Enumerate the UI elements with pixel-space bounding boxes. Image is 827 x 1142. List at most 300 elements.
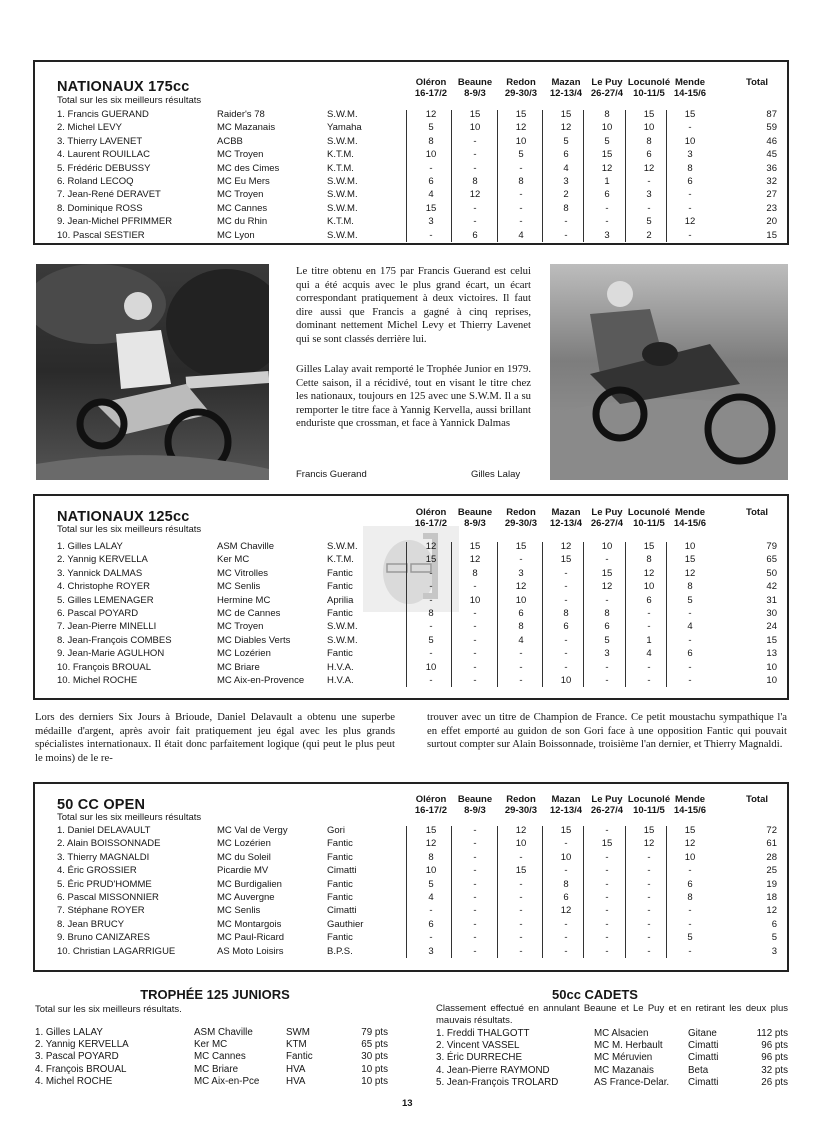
club-name: MC Burdigalien — [217, 878, 282, 890]
table-row — [35, 594, 787, 607]
brand-name: Fantic — [327, 892, 353, 903]
round-points: - — [473, 878, 477, 890]
round-points: - — [605, 675, 609, 686]
rider-name: 10. Christian LAGARRIGUE — [57, 945, 176, 957]
round-name: Beaune — [457, 77, 493, 88]
round-points: 10 — [684, 135, 696, 147]
brand-name: Yamaha — [327, 122, 362, 134]
table-row — [35, 931, 787, 944]
round-points: 12 — [684, 567, 696, 579]
column-header — [452, 794, 498, 816]
round-points: - — [605, 554, 609, 566]
club-name: MC Lozérien — [217, 648, 271, 660]
table-row — [35, 188, 787, 201]
rider-name: 6. Pascal MISSONNIER — [57, 892, 159, 903]
round-date: 8-9/3 — [464, 805, 486, 816]
brand-text: Cimatti — [688, 1040, 719, 1052]
round-points: - — [519, 554, 523, 566]
round-points: 5 — [687, 932, 693, 944]
round-points: 15 — [560, 825, 572, 836]
round-points: 4 — [687, 621, 693, 633]
total-points: 18 — [766, 892, 777, 903]
round-date: 12-13/4 — [549, 805, 583, 816]
photo-francis-guerand — [36, 264, 269, 480]
round-points: 8 — [563, 202, 569, 214]
round-name: Locunolé — [627, 794, 671, 805]
round-points: 12 — [515, 122, 527, 134]
round-points: - — [519, 162, 523, 174]
brand-text: HVA — [286, 1075, 306, 1087]
brand-text: SWM — [286, 1027, 310, 1038]
round-name: Beaune — [457, 794, 493, 805]
round-points: - — [473, 945, 477, 957]
club-name: MC Paul-Ricard — [217, 932, 285, 944]
page-number: 13 — [402, 1098, 413, 1109]
round-points: 8 — [687, 892, 693, 903]
round-points: - — [647, 661, 651, 673]
points: 96 pts — [761, 1052, 788, 1064]
column-header — [626, 794, 672, 816]
round-points: 5 — [687, 594, 693, 606]
brand-name: S.W.M. — [327, 621, 358, 633]
name-text: 2. Vincent VASSEL — [436, 1040, 520, 1052]
round-points: 4 — [563, 162, 569, 174]
column-header — [452, 77, 498, 99]
round-points: 10 — [560, 851, 572, 863]
round-points: - — [564, 216, 568, 228]
round-points: - — [473, 621, 477, 633]
table-row — [35, 918, 787, 931]
round-points: 6 — [428, 918, 434, 930]
round-points: 15 — [425, 554, 437, 566]
table-row — [35, 864, 787, 877]
total-points: 30 — [766, 608, 777, 619]
round-points: - — [647, 202, 651, 214]
round-name: Redon — [506, 77, 536, 88]
round-points: 1 — [604, 176, 610, 187]
table-row — [35, 121, 787, 134]
round-name: Redon — [506, 794, 536, 805]
round-date: 12-13/4 — [549, 518, 583, 529]
round-date: 16-17/2 — [414, 805, 448, 816]
round-points: 5 — [646, 216, 652, 228]
table-row — [35, 661, 787, 674]
round-points: 3 — [428, 216, 434, 228]
round-points: 10 — [515, 838, 527, 850]
round-points: - — [605, 905, 609, 917]
name-text: 1. Gilles LALAY — [35, 1027, 103, 1038]
round-points: - — [688, 634, 692, 646]
brand-name: Fantic — [327, 648, 353, 660]
rider-name: 8. Jean-François COMBES — [57, 634, 172, 646]
points: 26 pts — [761, 1076, 788, 1088]
round-points: 5 — [428, 122, 434, 134]
club-name: MC Senlis — [217, 905, 261, 917]
table-row — [35, 215, 787, 228]
rider-name: 5. Frédéric DEBUSSY — [57, 162, 151, 174]
column-header — [452, 507, 498, 529]
name-text: 3. Éric DURRECHE — [436, 1052, 523, 1064]
round-points: - — [688, 918, 692, 930]
total-points: 3 — [771, 945, 777, 957]
club-name: Raider's 78 — [217, 109, 265, 120]
round-points: - — [473, 162, 477, 174]
round-points: - — [429, 594, 433, 606]
round-points: 10 — [469, 594, 481, 606]
table-row — [35, 851, 787, 864]
points: 10 pts — [361, 1075, 388, 1087]
name-text: 1. Freddi THALGOTT — [436, 1028, 530, 1039]
table-row — [35, 553, 787, 566]
round-points: - — [688, 122, 692, 134]
round-points: 6 — [563, 621, 569, 633]
club-name: MC Mazanais — [217, 122, 276, 134]
caption-right: Gilles Lalay — [471, 469, 521, 480]
round-points: 4 — [428, 892, 434, 903]
rider-name: 9. Jean-Marie AGULHON — [57, 648, 165, 660]
club-name: MC Auvergne — [217, 892, 275, 903]
round-name: Mende — [674, 77, 706, 88]
round-date: 8-9/3 — [464, 88, 486, 99]
name-text: 4. Jean-Pierre RAYMOND — [436, 1064, 550, 1076]
round-date: 29-30/3 — [504, 518, 538, 529]
round-points: 12 — [643, 162, 655, 174]
caption-left: Francis Guerand — [296, 469, 367, 480]
round-points: - — [519, 648, 523, 660]
round-points: - — [564, 648, 568, 660]
table-row — [35, 135, 787, 148]
column-header — [667, 794, 713, 816]
round-points: 8 — [518, 176, 524, 187]
rider-name: 5. Gilles LEMENAGER — [57, 594, 154, 606]
rider-name: 9. Bruno CANIZARES — [57, 932, 150, 944]
table-row — [35, 837, 787, 850]
round-points: 15 — [643, 541, 655, 552]
rider-name: 6. Roland LECOQ — [57, 176, 134, 187]
round-points: 15 — [469, 541, 481, 552]
club-name: MC Montargois — [217, 918, 282, 930]
rider-name: 1. Gilles LALAY — [57, 541, 123, 552]
club-name: ACBB — [217, 135, 243, 147]
column-header — [408, 794, 454, 816]
rider-name: 4. Christophe ROYER — [57, 581, 150, 593]
round-points: - — [473, 838, 477, 850]
round-points: - — [519, 189, 523, 201]
brand-name: Fantic — [327, 608, 353, 619]
round-points: 6 — [518, 608, 524, 619]
brand-name: S.W.M. — [327, 109, 358, 120]
round-points: - — [688, 675, 692, 686]
round-points: - — [473, 932, 477, 944]
total-points: 10 — [766, 675, 777, 686]
round-points: 8 — [687, 162, 693, 174]
total-points: 19 — [766, 878, 777, 890]
round-points: 12 — [560, 122, 572, 134]
round-points: 10 — [515, 594, 527, 606]
round-points: 15 — [425, 202, 437, 214]
table-row — [35, 647, 787, 660]
round-points: - — [429, 648, 433, 660]
round-points: - — [564, 661, 568, 673]
total-points: 10 — [766, 661, 777, 673]
round-points: - — [647, 892, 651, 903]
round-points: - — [519, 216, 523, 228]
club-name: MC Vitrolles — [217, 567, 269, 579]
brand-text: KTM — [286, 1039, 307, 1051]
round-points: - — [473, 675, 477, 686]
round-points: - — [473, 892, 477, 903]
round-points: 6 — [646, 149, 652, 161]
brand-name: K.T.M. — [327, 216, 354, 228]
total-header: Total — [746, 507, 768, 518]
round-points: 5 — [604, 135, 610, 147]
table-row — [35, 674, 787, 687]
round-points: - — [647, 878, 651, 890]
round-name: Le Puy — [591, 794, 623, 805]
round-points: 4 — [428, 189, 434, 201]
round-points: 12 — [515, 581, 527, 593]
round-name: Oléron — [415, 794, 447, 805]
name-text: 4. Michel ROCHE — [35, 1075, 113, 1087]
round-name: Mazan — [551, 507, 581, 518]
column-header — [584, 77, 630, 99]
table-row — [35, 824, 787, 837]
club-text: MC M. Herbault — [594, 1040, 663, 1052]
round-points: 12 — [601, 581, 613, 593]
table-subtitle: Total sur les six meilleurs résultats — [57, 812, 202, 823]
round-points: 3 — [518, 567, 524, 579]
brand-name: Fantic — [327, 838, 353, 850]
round-points: - — [647, 945, 651, 957]
points: 96 pts — [761, 1040, 788, 1052]
round-points: - — [519, 675, 523, 686]
round-points: 15 — [560, 109, 572, 120]
rider-name: 4. Éric GROSSIER — [57, 865, 137, 877]
round-points: - — [647, 176, 651, 187]
round-points: - — [688, 202, 692, 214]
club-name: Ker MC — [217, 554, 250, 566]
round-points: - — [473, 608, 477, 619]
club-text: ASM Chaville — [194, 1027, 253, 1038]
round-points: 10 — [560, 675, 572, 686]
total-points: 50 — [766, 567, 777, 579]
round-points: - — [605, 878, 609, 890]
round-date: 14-15/6 — [673, 805, 707, 816]
club-name: MC Troyen — [217, 149, 264, 161]
round-points: - — [647, 608, 651, 619]
brand-name: S.W.M. — [327, 189, 358, 201]
round-points: - — [605, 825, 609, 836]
round-date: 14-15/6 — [673, 518, 707, 529]
total-header: Total — [746, 77, 768, 88]
round-points: - — [519, 932, 523, 944]
round-points: - — [429, 932, 433, 944]
round-points: - — [647, 918, 651, 930]
round-date: 10-11/5 — [633, 518, 665, 529]
brand-text: Cimatti — [688, 1076, 719, 1088]
brand-name: S.W.M. — [327, 634, 358, 646]
total-points: 15 — [766, 634, 777, 646]
club-text: MC Alsacien — [594, 1028, 649, 1039]
article-text-left: Lors des derniers Six Jours à Brioude, Daniel Delavault a obtenu une superbe médaille d'argent, après avoir fait pratiquement jeu égal avec les plus grands spécialistes internationaux. Il était donc parfaitement logique (qui peut le plus peut le moins) de le re- — [35, 711, 395, 764]
table-row — [35, 567, 787, 580]
total-points: 36 — [766, 162, 777, 174]
round-points: - — [564, 932, 568, 944]
points: 112 pts — [756, 1028, 788, 1039]
round-points: - — [688, 905, 692, 917]
round-points: - — [605, 851, 609, 863]
round-points: - — [429, 581, 433, 593]
round-points: - — [429, 905, 433, 917]
club-text: MC Briare — [194, 1063, 239, 1075]
rider-name: 7. Jean-Pierre MINELLI — [57, 621, 157, 633]
total-header: Total — [746, 794, 768, 805]
table-row — [35, 878, 787, 891]
total-points: 25 — [766, 865, 777, 877]
column-header — [498, 794, 544, 816]
round-points: 15 — [684, 554, 696, 566]
total-points: 27 — [766, 189, 777, 201]
round-points: - — [564, 838, 568, 850]
round-points: 12 — [469, 189, 481, 201]
rider-name: 1. Francis GUERAND — [57, 109, 149, 120]
rider-name: 7. Jean-René DERAVET — [57, 189, 161, 201]
round-points: 5 — [428, 878, 434, 890]
brand-name: Gori — [327, 825, 345, 836]
table-row — [35, 229, 787, 242]
column-header — [543, 507, 589, 529]
points: 10 pts — [361, 1063, 388, 1075]
round-points: 12 — [601, 162, 613, 174]
total-points: 79 — [766, 541, 777, 552]
round-points: 10 — [425, 149, 437, 161]
total-points: 59 — [766, 122, 777, 134]
round-points: - — [605, 216, 609, 228]
round-points: 8 — [604, 109, 610, 120]
round-points: 12 — [643, 567, 655, 579]
round-points: - — [564, 918, 568, 930]
round-points: - — [564, 229, 568, 241]
round-points: - — [519, 851, 523, 863]
club-name: AS Moto Loisirs — [217, 945, 284, 957]
round-points: - — [605, 594, 609, 606]
total-points: 32 — [766, 176, 777, 187]
round-date: 29-30/3 — [504, 805, 538, 816]
club-text: MC Méruvien — [594, 1052, 653, 1064]
round-points: 10 — [601, 541, 613, 552]
round-points: - — [605, 918, 609, 930]
round-points: 5 — [563, 135, 569, 147]
article-text-right: trouver avec un titre de Champion de France. Ce petit moustachu sympathique l'a en effet emporté au guidon de son Gori face à une opposition Fantic qui pouvait surtout compter sur Alain Boissonnade, troisième l'an dernier, et Thierry Magnaldi. — [427, 711, 787, 751]
round-points: 12 — [560, 905, 572, 917]
brand-name: H.V.A. — [327, 675, 354, 686]
total-points: 46 — [766, 135, 777, 147]
round-name: Mende — [674, 794, 706, 805]
round-points: - — [605, 945, 609, 957]
cadets-title: 50cc CADETS — [552, 987, 638, 1002]
juniors-subtitle: Total sur les six meilleurs résultats. — [35, 1004, 182, 1015]
brand-text: HVA — [286, 1063, 306, 1075]
round-points: 10 — [601, 122, 613, 134]
article-paragraph-2: Gilles Lalay avait remporté le Trophée Junior en 1979. Cette saison, il a récidivé, tout en visant le titre chez les nationaux, toujours en 125 avec une S.W.M. Il a su remporter le titre face à Yannig Kervella, aussi brillant enduriste que crossman, et face à Yannick Dalmas — [296, 363, 531, 430]
brand-name: Fantic — [327, 878, 353, 890]
round-points: - — [473, 202, 477, 214]
round-points: 1 — [646, 634, 652, 646]
column-header — [543, 794, 589, 816]
round-points: 6 — [604, 621, 610, 633]
table-title: 50 CC OPEN — [57, 797, 146, 813]
total-points: 42 — [766, 581, 777, 593]
brand-name: S.W.M. — [327, 176, 358, 187]
round-date: 10-11/5 — [633, 88, 665, 99]
table-row — [35, 945, 787, 958]
rider-name: 3. Thierry MAGNALDI — [57, 851, 150, 863]
round-points: 8 — [563, 608, 569, 619]
round-date: 26-27/4 — [590, 88, 624, 99]
round-points: - — [429, 162, 433, 174]
round-points: 12 — [425, 109, 437, 120]
round-points: - — [519, 905, 523, 917]
club-name: MC de Cannes — [217, 608, 281, 619]
round-points: 4 — [518, 229, 524, 241]
table-nationaux-125 — [33, 494, 789, 700]
club-text: MC Aix-en-Pce — [194, 1075, 260, 1087]
photo-gilles-lalay — [550, 264, 788, 480]
round-points: - — [647, 851, 651, 863]
round-date: 16-17/2 — [414, 88, 448, 99]
round-points: 15 — [601, 567, 613, 579]
club-name: MC du Rhin — [217, 216, 268, 228]
round-points: - — [473, 135, 477, 147]
round-points: 3 — [646, 189, 652, 201]
round-points: 3 — [428, 945, 434, 957]
round-points: 2 — [646, 229, 652, 241]
brand-name: Cimatti — [327, 905, 357, 917]
column-header — [498, 507, 544, 529]
column-header — [408, 77, 454, 99]
rider-name: 5. Éric PRUD'HOMME — [57, 878, 152, 890]
round-points: - — [647, 675, 651, 686]
column-header — [584, 794, 630, 816]
brand-text: Gitane — [688, 1028, 717, 1039]
round-points: 8 — [687, 581, 693, 593]
round-points: - — [519, 892, 523, 903]
round-points: 3 — [604, 229, 610, 241]
round-name: Locunolé — [627, 77, 671, 88]
round-points: - — [605, 932, 609, 944]
rider-name: 8. Dominique ROSS — [57, 202, 143, 214]
round-points: 5 — [604, 634, 610, 646]
rider-name: 10. Pascal SESTIER — [57, 229, 145, 241]
round-points: - — [605, 892, 609, 903]
round-points: 12 — [425, 838, 437, 850]
round-points: - — [429, 567, 433, 579]
round-points: - — [429, 675, 433, 686]
round-points: - — [564, 945, 568, 957]
round-points: - — [519, 202, 523, 214]
round-points: 15 — [469, 109, 481, 120]
round-points: 15 — [560, 554, 572, 566]
club-name: MC du Soleil — [217, 851, 271, 863]
brand-name: S.W.M. — [327, 541, 358, 552]
brand-name: B.P.S. — [327, 945, 353, 957]
round-points: 6 — [687, 648, 693, 660]
brand-text: Beta — [688, 1064, 709, 1076]
table-row — [35, 634, 787, 647]
round-points: 15 — [684, 109, 696, 120]
round-points: 12 — [684, 216, 696, 228]
round-date: 26-27/4 — [590, 805, 624, 816]
